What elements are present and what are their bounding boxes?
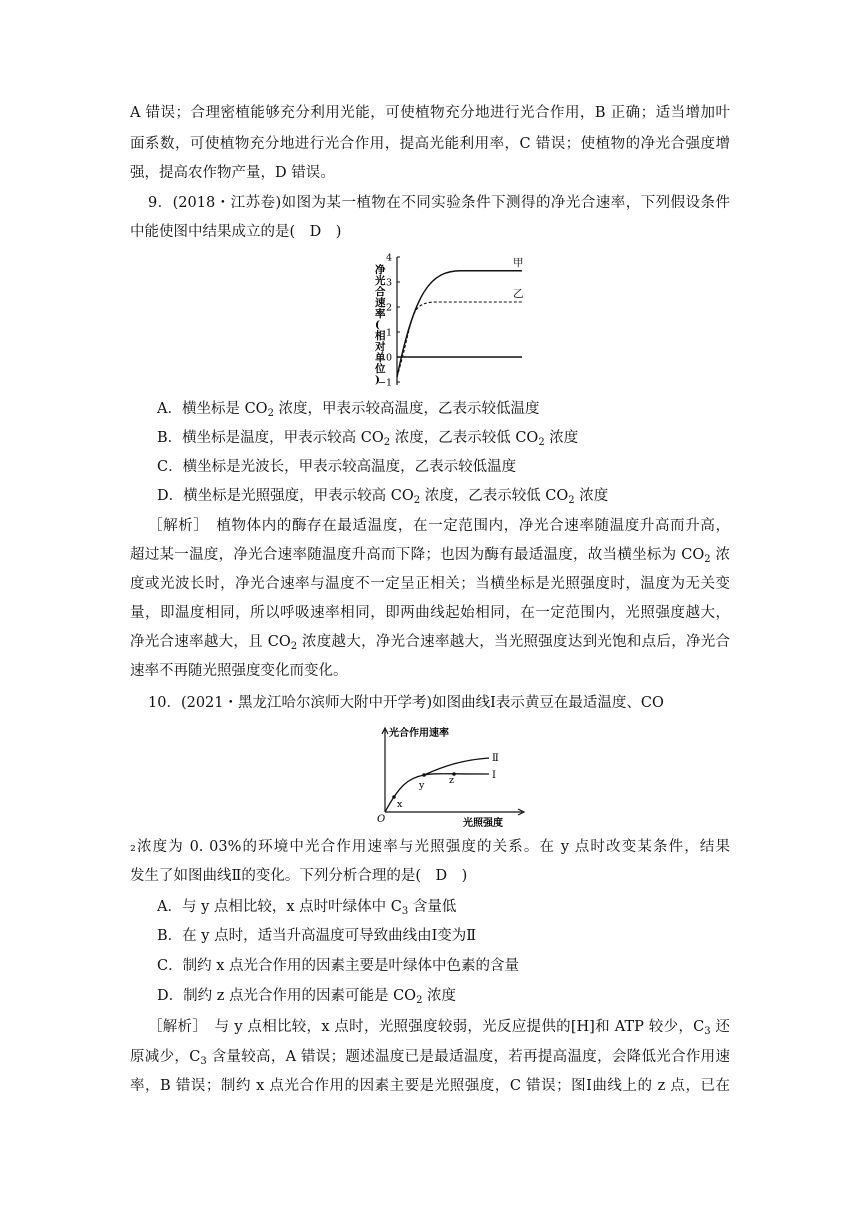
point-label-y: y <box>419 780 425 791</box>
text-line: A 错误；合理密植能够充分利用光能，可使植物充分地进行光合作用，B 正确；适当增加叶 <box>130 105 730 121</box>
axes <box>382 728 524 815</box>
q9-option-c: C．横坐标是光波长，甲表示较高温度，乙表示较低温度 <box>157 459 517 475</box>
q10-analysis: 率，B 错误；制约 x 点光合作用的因素主要是光照强度，C 错误；图Ⅰ曲线上的 z 点，已在 <box>130 1078 730 1094</box>
question-9-stem: 中能使图中结果成立的是( D ) <box>130 224 342 240</box>
point-y <box>422 773 426 777</box>
text-line: 强，提高农作物产量，D 错误。 <box>130 165 335 181</box>
y-axis-label-char: 相 <box>375 330 386 342</box>
q10-analysis: ［解析］ 与 y 点相比较，x 点时，光照强度较弱，光反应提供的[H]和 ATP 较少，$C_3$ 还 <box>148 1019 730 1037</box>
y-tick-label: 4 <box>385 252 392 264</box>
q9-analysis: 度或光波长时，净光合速率与温度不一定呈正相关；当横坐标是光照强度时，温度为无关变 <box>130 576 730 592</box>
y-tick-label: 1 <box>385 327 392 339</box>
question-9-stem: 9．(2018・江苏卷)如图为某一植物在不同实验条件下测得的净光合速率，下列假设条件 <box>148 195 730 211</box>
origin-label: O <box>377 814 386 825</box>
q10-option-a: A．与 y 点相比较，x 点时叶绿体中 $C_3$ 含量低 <box>157 899 457 917</box>
y-axis-label: 光合作用速率 <box>389 728 449 739</box>
q9-option-d: D．横坐标是光照强度，甲表示较高 $CO_2$ 浓度，乙表示较低 $CO_2$ 浓度 <box>157 488 609 506</box>
question-10-stem: ₂浓度为 0. 03%的环境中光合作用速率与光照强度的关系。在 y 点时改变某条件，结果 <box>130 839 730 855</box>
point-x <box>392 795 396 799</box>
x-axis-label: 光照强度 <box>463 818 503 829</box>
y-axis-label-char: 对 <box>375 341 386 353</box>
chart-net-photosynthesis <box>360 250 540 390</box>
q9-analysis: 超过某一温度，净光合速率随温度升高而下降；也因为酶有最适温度，故当横坐标为 $CO_2$ 浓 <box>130 547 731 565</box>
question-10-stem: 10．(2021・黑龙江哈尔滨师大附中开学考)如图曲线Ⅰ表示黄豆在最适温度、CO <box>148 695 664 711</box>
y-axis-label-char: 位 <box>375 363 386 375</box>
q10-option-d: D．制约 z 点光合作用的因素可能是 $CO_2$ 浓度 <box>157 988 457 1006</box>
q10-option-b: B．在 y 点时，适当升高温度可导致曲线由Ⅰ变为Ⅱ <box>157 928 477 944</box>
y-axis-label-char: 速 <box>375 297 386 309</box>
series-line-甲 <box>397 271 522 377</box>
series-label-I: Ⅰ <box>492 770 496 781</box>
q9-option-b: B．横坐标是温度，甲表示较高 $CO_2$ 浓度，乙表示较低 $CO_2$ 浓度 <box>157 430 579 448</box>
chart-photosynthesis-light <box>368 722 528 832</box>
y-tick-label: 0 <box>385 352 392 364</box>
text-line: 面系数，可使植物充分地进行光合作用，提高光能利用率，C 错误；使植物的净光合强度增 <box>130 136 730 152</box>
q9-analysis: 速率不再随光照强度变化而变化。 <box>130 663 348 679</box>
y-axis-label-char: 合 <box>375 286 386 298</box>
q9-analysis: 量，即温度相同，所以呼吸速率相同，即两曲线起始相同，在一定范围内，光照强度越大， <box>130 605 730 621</box>
q9-option-a: A．横坐标是 $CO_2$ 浓度，甲表示较高温度，乙表示较低温度 <box>157 401 540 419</box>
series-group <box>397 257 524 377</box>
y-axis-label-char: 净 <box>375 264 386 276</box>
y-tick-label: 3 <box>385 277 392 289</box>
q9-analysis: ［解析］ 植物体内的酶存在最适温度，在一定范围内，净光合速率随温度升高而升高， <box>148 518 730 534</box>
axes <box>397 257 522 385</box>
series-label-II: Ⅱ <box>492 753 499 764</box>
q10-option-c: C．制约 x 点光合作用的因素主要是叶绿体中色素的含量 <box>157 958 519 974</box>
y-axis-label-char: 光 <box>375 275 386 287</box>
y-axis-label-char: ) <box>375 374 380 386</box>
series-group <box>385 753 499 812</box>
y-axis-label-char: 单 <box>375 352 386 364</box>
y-axis-label <box>374 263 386 386</box>
q9-analysis: 净光合速率越大，且 $CO_2$ 浓度越大，净光合速率越大，当光照强度达到光饱和点后，净光合 <box>130 634 730 652</box>
point-label-z: z <box>449 775 455 786</box>
y-tick-label: −1 <box>377 377 392 389</box>
point-label-x: x <box>397 799 403 810</box>
q10-analysis: 原减少，$C_3$ 含量较高，A 错误；题述温度已是最适温度，若再提高温度，会降低光合作用速 <box>130 1049 730 1067</box>
question-10-stem: 发生了如图曲线Ⅱ的变化。下列分析合理的是( D ) <box>130 868 468 884</box>
y-axis-label-char: 率 <box>375 308 386 320</box>
series-line-乙 <box>397 302 522 377</box>
y-tick-label: 2 <box>385 302 392 314</box>
series-label-乙: 乙 <box>513 288 524 300</box>
y-axis-label-char: ( <box>375 319 380 331</box>
series-label-甲: 甲 <box>513 256 524 269</box>
series-line-II <box>424 758 489 775</box>
